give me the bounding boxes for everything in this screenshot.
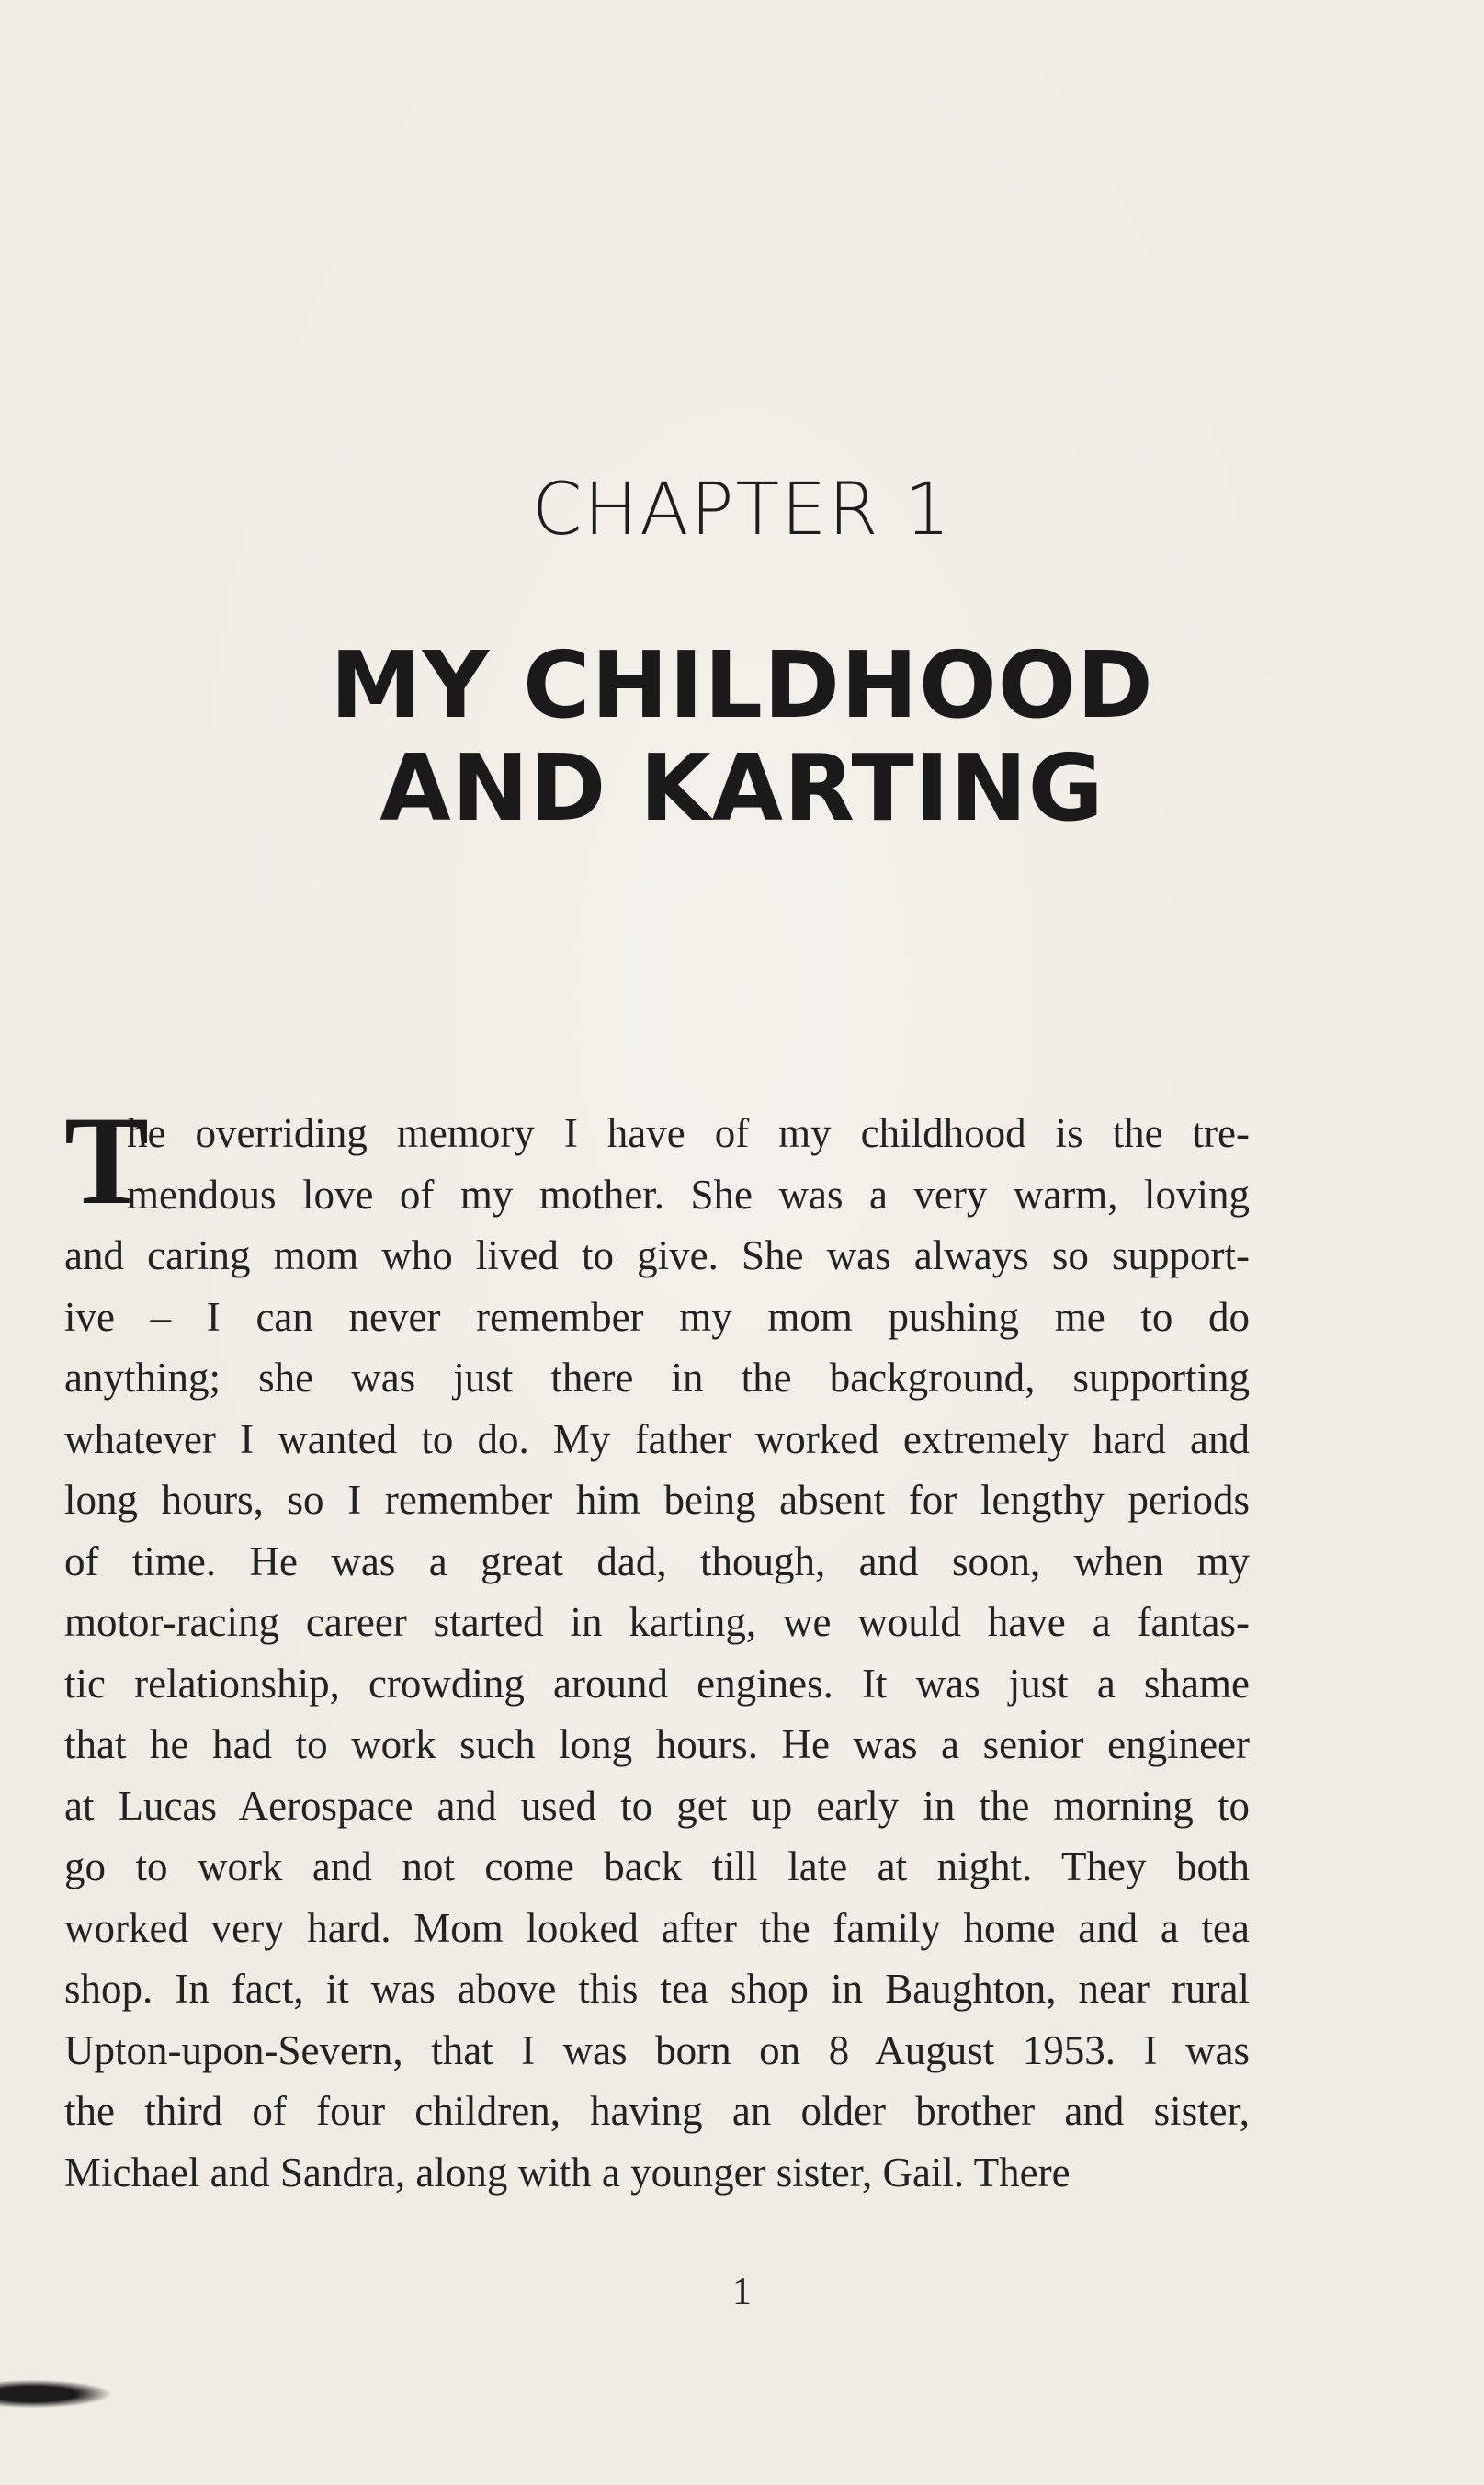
body-text (64, 1090, 1250, 2203)
chapter-title (0, 631, 1484, 842)
text-line: worked very hard. Mom looked after the family home and a tea (64, 1904, 1250, 1951)
text-line: the third of four children, having an older brother and sister, (64, 2088, 1250, 2134)
text-line: long hours, so I remember him being absent for lengthy periods (64, 1477, 1250, 1523)
text-line: tic relationship, crowding around engines. It was just a shame (64, 1660, 1250, 1707)
text-line: ive – I can never remember my mom pushing me to do (64, 1293, 1250, 1340)
drop-cap: T (64, 1090, 150, 1231)
text-line: whatever I wanted to do. My father worked extremely hard and (64, 1415, 1250, 1462)
text-line: of time. He was a great dad, though, and soon, when my (64, 1538, 1250, 1584)
chapter-title-line: AND KARTING (379, 734, 1105, 842)
text-line: shop. In fact, it was above this tea shop in Baughton, near rural (64, 1966, 1250, 2012)
ink-smudge (0, 2380, 110, 2408)
page-number: 1 (732, 2271, 752, 2313)
chapter-title-line: MY CHILDHOOD (330, 631, 1154, 739)
chapter-label: CHAPTER 1 (531, 469, 953, 551)
show-through-header (0, 129, 1484, 169)
text-line: and caring mom who lived to give. She was always so support- (64, 1232, 1250, 1278)
text-line: go to work and not come back till late at night. They both (64, 1844, 1250, 1889)
text-line: at Lucas Aerospace and used to get up early in the morning to (64, 1782, 1250, 1829)
text-line: anything; she was just there in the background, supporting (64, 1355, 1250, 1401)
text-line: Michael and Sandra, along with a younger sister, Gail. There (64, 2149, 1071, 2196)
text-line: that he had to work such long hours. He was a senior engineer (64, 1721, 1250, 1767)
text-line: mendous love of my mother. She was a very warm, loving (127, 1171, 1250, 1218)
text-line: motor-racing career started in karting, we would have a fantas- (64, 1599, 1250, 1645)
text-line: he overriding memory I have of my childhood is the tre- (127, 1110, 1250, 1156)
text-line: Upton-upon-Severn, that I was born on 8 August 1953. I was (64, 2026, 1250, 2073)
